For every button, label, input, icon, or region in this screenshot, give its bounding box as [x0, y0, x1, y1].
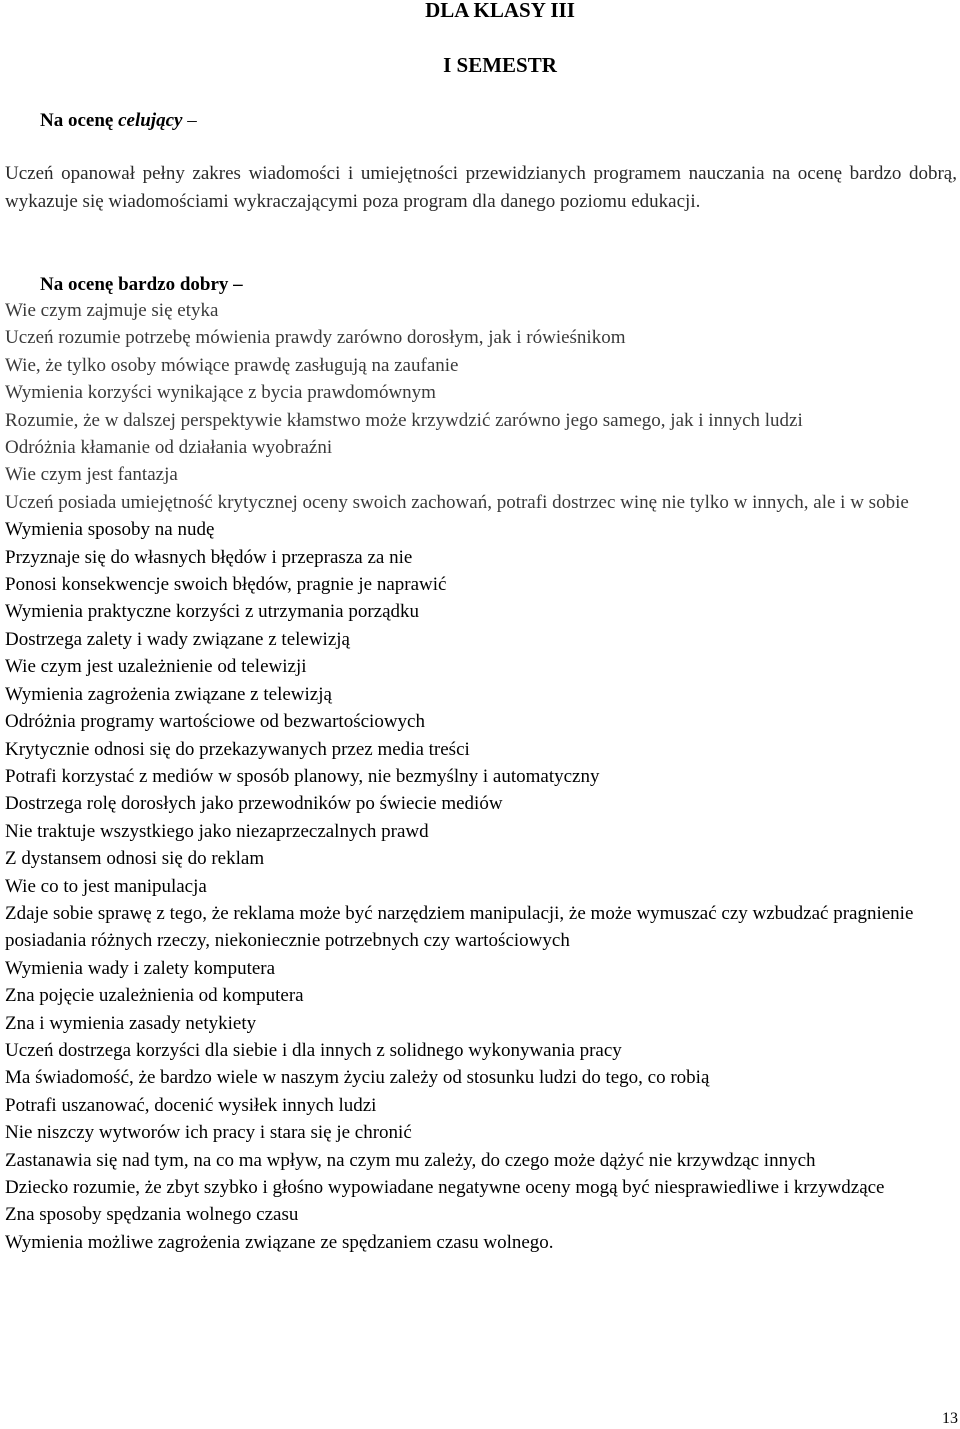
page-number: 13 [942, 1410, 958, 1427]
criterion-item: Wie czym zajmuje się etyka [5, 300, 219, 321]
criterion-item: Zdaje sobie sprawę z tego, że reklama może być narzędziem manipulacji, że może wymuszać czy wzbudzać pragnienie posiadania różnych rzeczy, niekoniecznie potrzebnych czy wartościowych [5, 902, 914, 952]
intro-paragraph: Uczeń opanował pełny zakres wiadomości i umiejętności przewidzianych programem nauczania na ocenę bardzo dobrą, wykazuje się wiadomościami wykraczającymi poza program dla danego poziomu edukacji. [5, 163, 957, 212]
criterion-item: Ponosi konsekwencje swoich błędów, pragnie je naprawić [5, 574, 447, 596]
criterion-item: Wymienia zagrożenia związane z telewizją [5, 683, 332, 705]
criterion-item: Wie czym jest fantazja [5, 464, 178, 486]
criterion-item: Wie co to jest manipulacja [5, 875, 207, 897]
semester-heading: I SEMESTR [443, 53, 557, 77]
criterion-item: Wie, że tylko osoby mówiące prawdę zasługują na zaufanie [5, 354, 459, 376]
criterion-item: Dziecko rozumie, że zbyt szybko i głośno wypowiadane negatywne oceny mogą być niesprawiedliwe i krzywdzące [5, 1177, 885, 1198]
criterion-item: Zna pojęcie uzależnienia od komputera [5, 985, 304, 1007]
grade-heading-name: celujący [118, 110, 183, 131]
criterion-item: Zastanawia się nad tym, na co ma wpływ, na czym mu zależy, do czego może dążyć nie krzywdząc innych [5, 1149, 816, 1171]
grade-heading-bardzo-dobry: Na ocenę bardzo dobry – [40, 274, 243, 295]
criterion-item: Dostrzega zalety i wady związane z telewizją [5, 628, 350, 650]
criterion-item: Odróżnia programy wartościowe od bezwartościowych [5, 711, 425, 733]
criteria-list [5, 297, 957, 1256]
grade-heading-celujacy [40, 108, 197, 134]
criterion-item: Uczeń rozumie potrzebę mówienia prawdy zarówno dorosłym, jak i rówieśnikom [5, 327, 626, 349]
criterion-item: Z dystansem odnosi się do reklam [5, 848, 265, 870]
criterion-item: Odróżnia kłamanie od działania wyobraźni [5, 437, 333, 459]
criterion-item: Wymienia sposoby na nudę [5, 519, 215, 541]
criterion-item: Wie czym jest uzależnienie od telewizji [5, 656, 307, 678]
grade-heading-lead: Na ocenę [40, 110, 119, 131]
grade-heading-dash: – [182, 110, 197, 131]
criterion-item: Potrafi uszanować, docenić wysiłek innych ludzi [5, 1094, 377, 1116]
criterion-item: Wymienia wady i zalety komputera [5, 957, 276, 979]
criterion-item: Uczeń dostrzega korzyści dla siebie i dla innych z solidnego wykonywania pracy [5, 1039, 622, 1061]
criterion-item: Nie niszczy wytworów ich pracy i stara się je chronić [5, 1122, 412, 1144]
criterion-item: Wymienia praktyczne korzyści z utrzymania porządku [5, 601, 420, 623]
criterion-item: Dostrzega rolę dorosłych jako przewodników po świecie mediów [5, 793, 503, 815]
criterion-item: Ma świadomość, że bardzo wiele w naszym życiu zależy od stosunku ludzi do tego, co robią [5, 1067, 710, 1089]
criterion-item: Nie traktuje wszystkiego jako niezaprzeczalnych prawd [5, 820, 429, 842]
criterion-item: Uczeń posiada umiejętność krytycznej oceny swoich zachowań, potrafi dostrzec winę nie tylko w innych, ale i w sobie [5, 491, 909, 513]
criterion-item: Wymienia korzyści wynikające z bycia prawdomównym [5, 382, 436, 404]
document-title: DLA KLASY III [425, 0, 575, 22]
criterion-item: Rozumie, że w dalszej perspektywie kłamstwo może krzywdzić zarówno jego samego, jak i innych ludzi [5, 409, 803, 431]
criterion-item: Przyznaje się do własnych błędów i przeprasza za nie [5, 546, 413, 568]
criterion-item: Zna sposoby spędzania wolnego czasu [5, 1204, 299, 1226]
criterion-item: Potrafi korzystać z mediów w sposób planowy, nie bezmyślny i automatyczny [5, 765, 600, 787]
criterion-item: Zna i wymienia zasady netykiety [5, 1012, 257, 1034]
criterion-item: Krytycznie odnosi się do przekazywanych przez media treści [5, 738, 470, 760]
criterion-item: Wymienia możliwe zagrożenia związane ze spędzaniem czasu wolnego. [5, 1231, 554, 1253]
